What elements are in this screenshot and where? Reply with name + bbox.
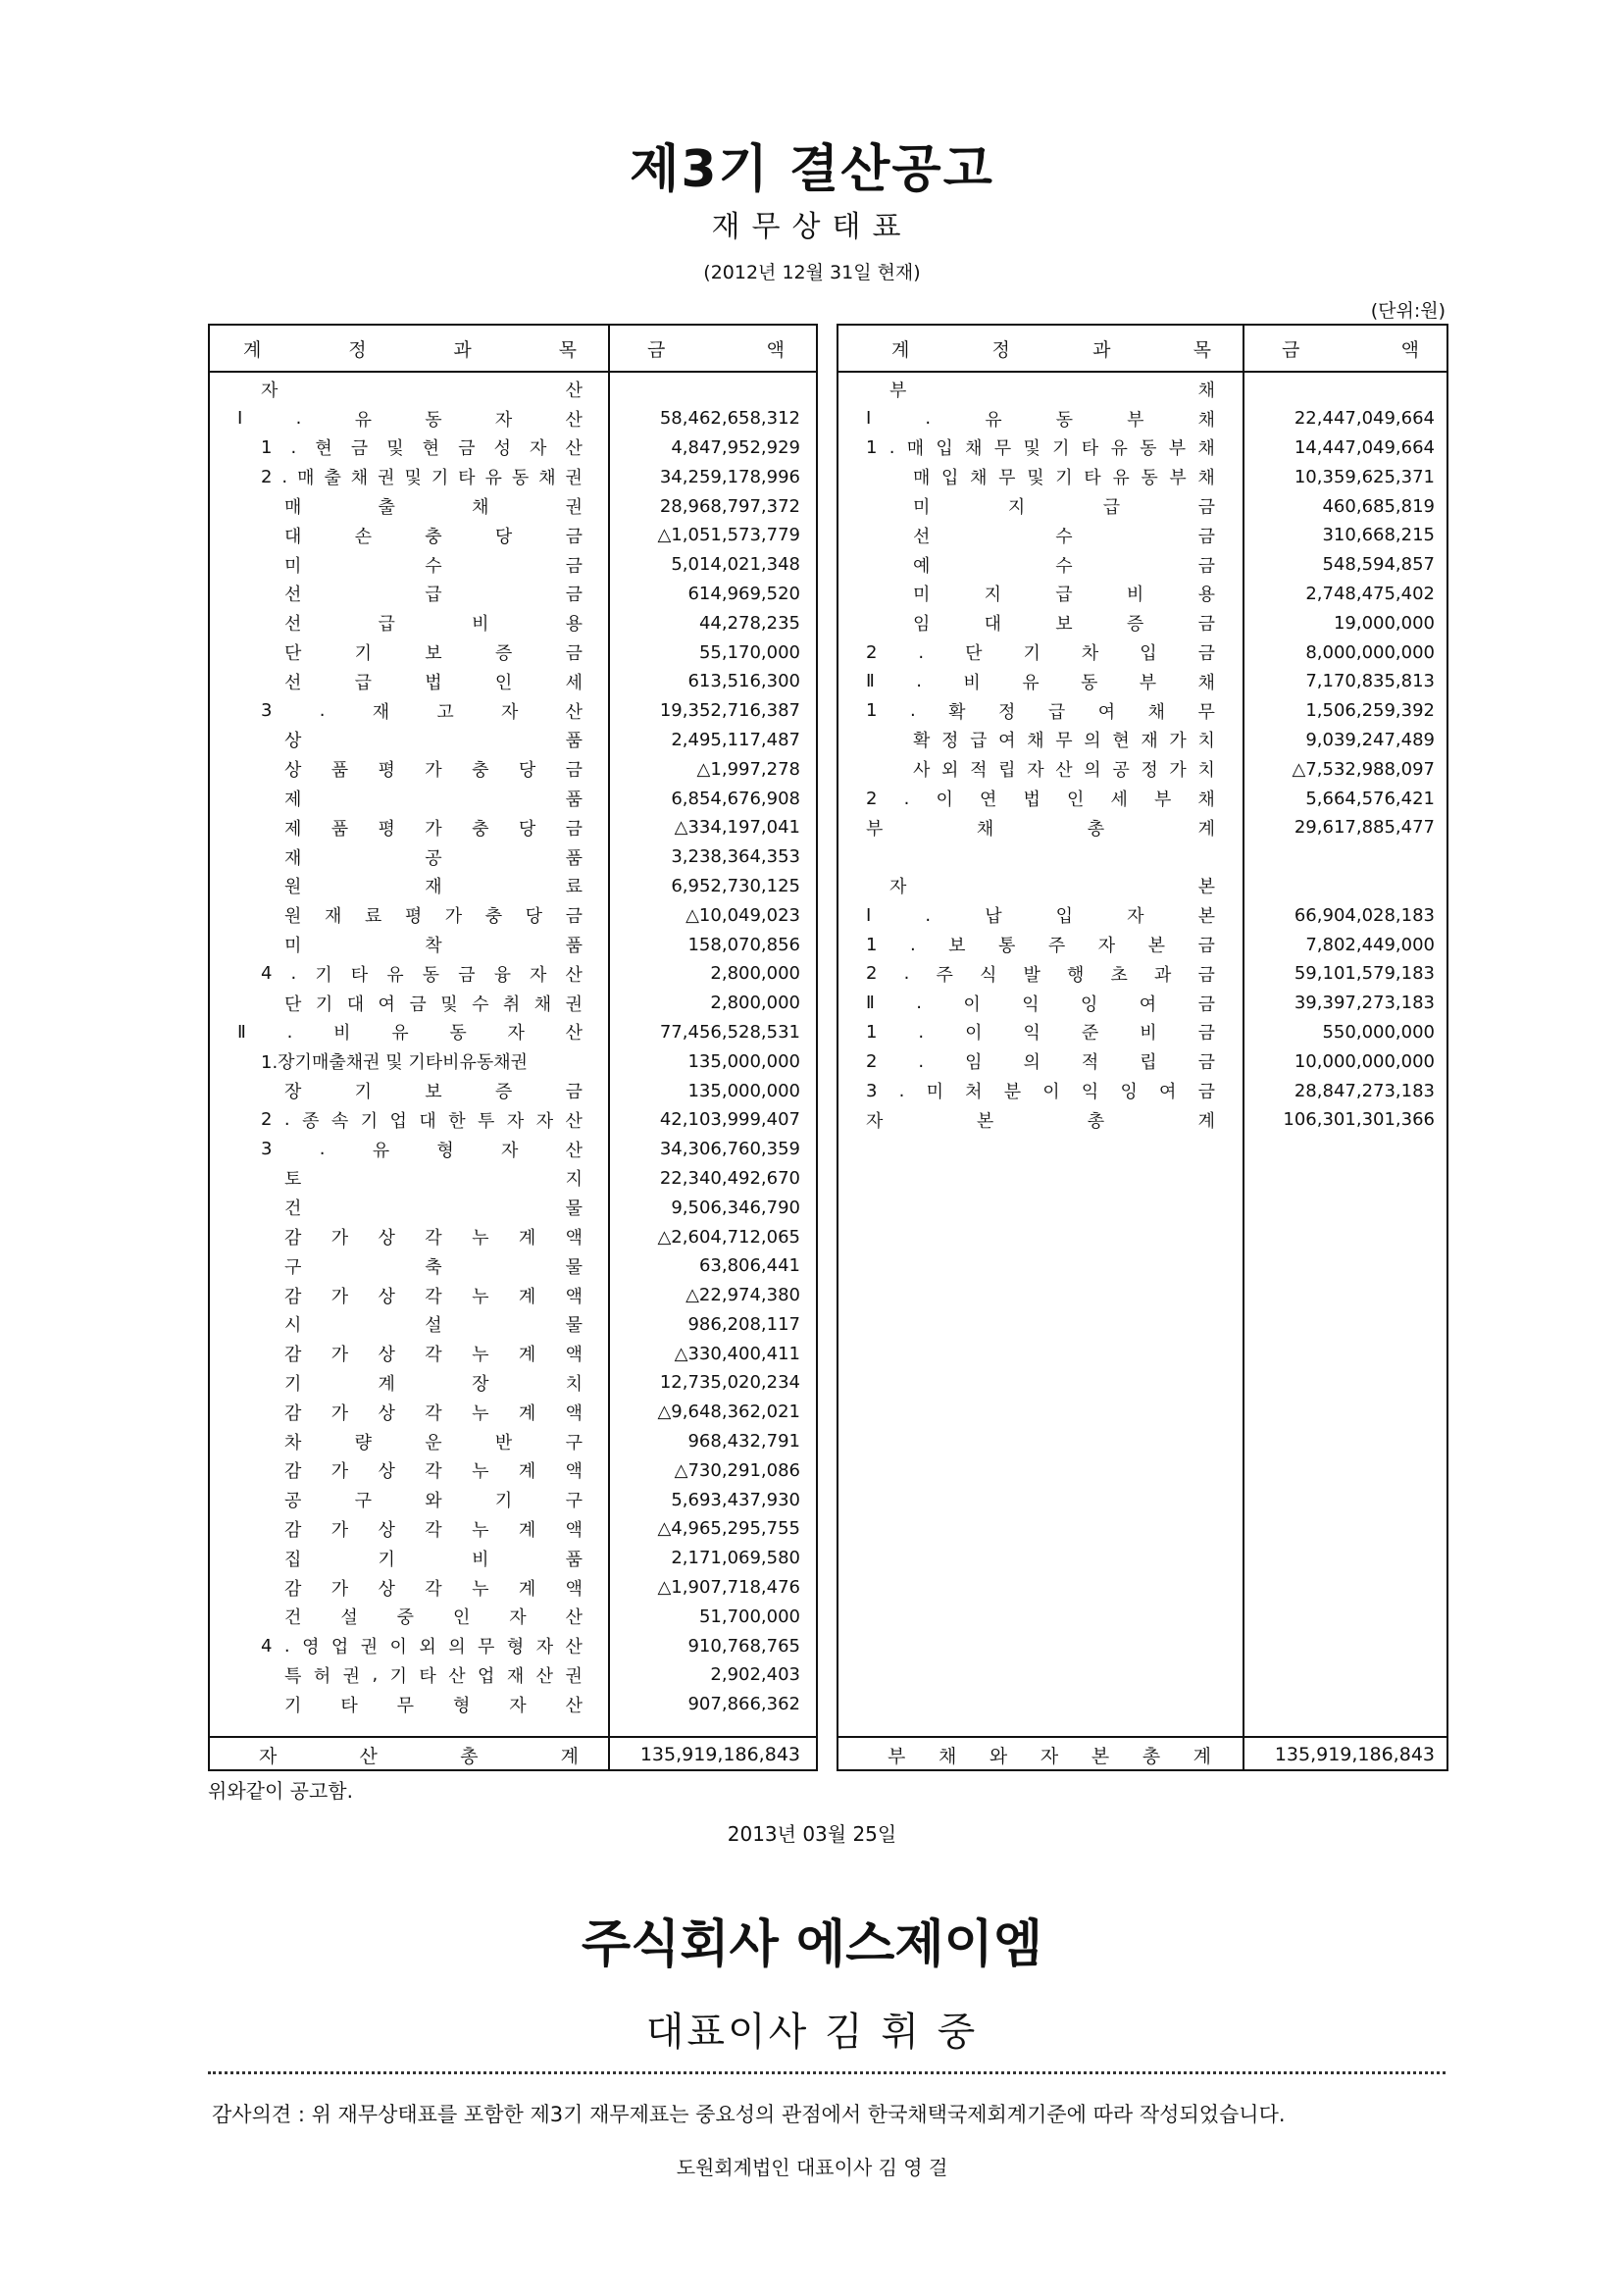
table-row bbox=[210, 1222, 816, 1251]
account-amount: 59,101,579,183 bbox=[1294, 963, 1435, 985]
account-amount: 44,278,235 bbox=[698, 612, 800, 634]
account-name: 선 급 법 인 세 bbox=[284, 672, 583, 693]
account-name: 1 . 확 정 급 여 채 무 bbox=[866, 700, 1215, 723]
account-name: 공 구 와 기 구 bbox=[284, 1491, 583, 1512]
table-row bbox=[210, 1514, 816, 1544]
account-amount: 158,070,856 bbox=[687, 934, 800, 955]
account-name: 매 출 채 권 bbox=[284, 497, 583, 519]
account-amount: 550,000,000 bbox=[1322, 1021, 1435, 1043]
account-name: 감 가 상 각 누 계 액 bbox=[284, 1345, 583, 1366]
table-row bbox=[838, 404, 1446, 433]
account-name: 원 재 료 평 가 충 당 금 bbox=[284, 906, 583, 928]
total-label: 자 산 총 계 bbox=[259, 1745, 579, 1767]
table-row bbox=[210, 784, 816, 813]
account-name: 단 기 대 여 금 및 수 취 채 권 bbox=[284, 994, 583, 1015]
account-amount: △9,648,362,021 bbox=[657, 1402, 800, 1423]
account-amount: 8,000,000,000 bbox=[1305, 641, 1435, 663]
account-name: 4 . 기 타 유 동 금 융 자 산 bbox=[261, 963, 583, 986]
account-name: Ⅱ . 비 유 동 자 산 bbox=[237, 1021, 583, 1045]
account-name: 3 . 미 처 분 이 익 잉 여 금 bbox=[866, 1080, 1215, 1103]
table-row bbox=[838, 1046, 1446, 1076]
liabilities-equity-rows bbox=[838, 375, 1446, 1135]
table-row bbox=[210, 433, 816, 463]
account-amount: 135,000,000 bbox=[687, 1050, 800, 1072]
table-row bbox=[838, 491, 1446, 521]
account-name: 시 설 물 bbox=[284, 1315, 583, 1337]
account-amount: 986,208,117 bbox=[687, 1313, 800, 1335]
account-name: 2 . 종 속 기 업 대 한 투 자 자 산 bbox=[261, 1109, 583, 1132]
account-name: 선 급 비 용 bbox=[284, 614, 583, 636]
account-amount: 28,847,273,183 bbox=[1294, 1080, 1435, 1101]
account-name: 1 . 보 통 주 자 본 금 bbox=[866, 934, 1215, 957]
account-amount: 1,506,259,392 bbox=[1305, 700, 1435, 722]
notice-date: 2013년 03월 25일 bbox=[727, 1822, 897, 1846]
audit-opinion: 감사의견 : 위 재무상태표를 포함한 제3기 재무제표는 중요성의 관점에서 한국채택국제회계기준에 따라 작성되었습니다. bbox=[212, 2103, 1286, 2126]
liabilities-equity-table bbox=[837, 324, 1448, 1771]
table-row bbox=[210, 1135, 816, 1164]
amount-header: 금 액 bbox=[647, 338, 785, 361]
account-amount: 5,664,576,421 bbox=[1305, 788, 1435, 809]
account-name: 2 . 이 연 법 인 세 부 채 bbox=[866, 788, 1215, 811]
table-row bbox=[838, 1018, 1446, 1047]
account-amount: 968,432,791 bbox=[687, 1431, 800, 1453]
table-row bbox=[838, 784, 1446, 813]
account-name: 차 량 운 반 구 bbox=[284, 1432, 583, 1453]
account-amount bbox=[608, 375, 800, 404]
account-amount: 2,902,403 bbox=[710, 1664, 800, 1686]
account-amount: 2,800,000 bbox=[710, 963, 800, 985]
account-amount: 135,000,000 bbox=[687, 1080, 800, 1101]
account-amount: 5,693,437,930 bbox=[671, 1489, 800, 1510]
table-row bbox=[210, 375, 816, 404]
account-name: 감 가 상 각 누 계 액 bbox=[284, 1519, 583, 1541]
table-row bbox=[838, 462, 1446, 491]
account-amount: 29,617,885,477 bbox=[1294, 817, 1435, 839]
account-amount: △730,291,086 bbox=[674, 1459, 800, 1481]
table-row bbox=[838, 696, 1446, 726]
account-name bbox=[866, 842, 1215, 872]
page-title: 제3기 결산공고 bbox=[630, 140, 994, 199]
table-row bbox=[210, 404, 816, 433]
account-name: 재 공 품 bbox=[284, 847, 583, 869]
table-row bbox=[838, 842, 1446, 872]
account-name: 구 축 물 bbox=[284, 1256, 583, 1278]
table-row bbox=[210, 842, 816, 872]
table-row bbox=[838, 813, 1446, 842]
unit-label: (단위:원) bbox=[1370, 300, 1446, 322]
table-row bbox=[210, 521, 816, 550]
assets-rows bbox=[210, 375, 816, 1719]
account-name: 기 계 장 치 bbox=[284, 1373, 583, 1395]
table-row bbox=[210, 667, 816, 696]
table-row bbox=[210, 726, 816, 755]
total-label: 부 채 와 자 본 총 계 bbox=[888, 1745, 1211, 1767]
table-row bbox=[210, 1105, 816, 1135]
account-name: 대 손 충 당 금 bbox=[284, 526, 583, 547]
account-amount: 2,748,475,402 bbox=[1305, 583, 1435, 604]
notice-text: 위와같이 공고함. bbox=[208, 1779, 353, 1803]
account-amount: 22,447,049,664 bbox=[1294, 408, 1435, 430]
table-row bbox=[210, 1251, 816, 1281]
account-amount: 9,506,346,790 bbox=[671, 1197, 800, 1218]
account-name: 임 대 보 증 금 bbox=[913, 614, 1215, 636]
table-row bbox=[838, 433, 1446, 463]
table-row bbox=[210, 754, 816, 784]
account-amount: 2,171,069,580 bbox=[671, 1548, 800, 1569]
table-row bbox=[210, 1573, 816, 1603]
table-row bbox=[210, 900, 816, 930]
account-amount bbox=[1243, 842, 1435, 872]
table-row bbox=[210, 1310, 816, 1340]
statement-subtitle: 재무상태표 bbox=[711, 210, 913, 244]
account-name: 1.장기매출채권 및 기타비유동채권 bbox=[261, 1052, 529, 1074]
table-row bbox=[210, 930, 816, 959]
account-amount: △2,604,712,065 bbox=[657, 1226, 800, 1248]
table-row bbox=[210, 1368, 816, 1398]
table-row bbox=[210, 1164, 816, 1194]
account-header: 계 정 과 목 bbox=[243, 338, 577, 361]
account-name: 2 . 매 출 채 권 및 기 타 유 동 채 권 bbox=[261, 466, 583, 489]
account-name: 특 허 권 , 기 타 산 업 재 산 권 bbox=[284, 1664, 583, 1687]
table-row bbox=[210, 989, 816, 1018]
account-amount: △10,049,023 bbox=[685, 904, 800, 926]
table-row bbox=[210, 696, 816, 726]
account-amount: △330,400,411 bbox=[674, 1343, 800, 1364]
amount-header: 금 액 bbox=[1282, 338, 1419, 361]
account-amount: 51,700,000 bbox=[698, 1606, 800, 1627]
account-amount: 63,806,441 bbox=[698, 1255, 800, 1277]
account-name: 확 정 급 여 채 무 의 현 재 가 치 bbox=[913, 731, 1215, 752]
table-row bbox=[210, 1544, 816, 1573]
account-name: 기 타 무 형 자 산 bbox=[284, 1695, 583, 1716]
table-row bbox=[838, 959, 1446, 989]
account-name: 미 착 품 bbox=[284, 936, 583, 957]
table-row bbox=[210, 1660, 816, 1690]
table-row bbox=[210, 1690, 816, 1719]
table-row bbox=[210, 637, 816, 667]
account-amount: 4,847,952,929 bbox=[671, 436, 800, 458]
account-amount: 19,352,716,387 bbox=[659, 700, 800, 722]
account-name: 2 . 주 식 발 행 초 과 금 bbox=[866, 963, 1215, 986]
account-amount: 12,735,020,234 bbox=[659, 1372, 800, 1394]
account-name: 2 . 임 의 적 립 금 bbox=[866, 1050, 1215, 1074]
table-row bbox=[210, 1076, 816, 1105]
account-amount: 34,306,760,359 bbox=[659, 1139, 800, 1160]
account-amount: 10,359,625,371 bbox=[1294, 466, 1435, 487]
account-amount: 28,968,797,372 bbox=[659, 495, 800, 517]
account-name: 3 . 유 형 자 산 bbox=[261, 1139, 583, 1161]
account-amount: 7,170,835,813 bbox=[1305, 671, 1435, 692]
table-row bbox=[838, 521, 1446, 550]
table-row bbox=[838, 608, 1446, 637]
table-row bbox=[210, 1046, 816, 1076]
account-name: Ⅱ . 이 익 잉 여 금 bbox=[866, 993, 1215, 1015]
table-row bbox=[838, 989, 1446, 1018]
account-name: 상 품 bbox=[284, 731, 583, 752]
account-amount: 19,000,000 bbox=[1333, 612, 1435, 634]
account-name: 집 기 비 품 bbox=[284, 1549, 583, 1570]
account-name: 3 . 재 고 자 산 bbox=[261, 700, 583, 723]
account-name: 미 지 급 금 bbox=[913, 497, 1215, 519]
account-header: 계 정 과 목 bbox=[891, 338, 1211, 361]
table-row bbox=[838, 930, 1446, 959]
table-row bbox=[838, 726, 1446, 755]
company-name: 주식회사 에스제이엠 bbox=[581, 1915, 1043, 1974]
table-row bbox=[210, 608, 816, 637]
table-row bbox=[838, 375, 1446, 404]
header-divider bbox=[210, 371, 816, 373]
total-amount: 135,919,186,843 bbox=[639, 1744, 800, 1765]
account-name: 1 . 매 입 채 무 및 기 타 유 동 부 채 bbox=[866, 436, 1215, 460]
table-row bbox=[210, 959, 816, 989]
table-row bbox=[210, 1455, 816, 1485]
account-amount: 106,301,301,366 bbox=[1283, 1109, 1435, 1131]
account-name: 1 . 이 익 준 비 금 bbox=[866, 1021, 1215, 1045]
account-amount: 613,516,300 bbox=[687, 671, 800, 692]
account-name: 자 본 bbox=[889, 877, 1215, 898]
account-name: Ⅰ . 유 동 자 산 bbox=[237, 408, 583, 431]
account-amount: △334,197,041 bbox=[674, 817, 800, 839]
account-name: 상 품 평 가 충 당 금 bbox=[284, 760, 583, 782]
assets-table bbox=[208, 324, 818, 1771]
table-row bbox=[210, 1193, 816, 1222]
account-amount: 907,866,362 bbox=[687, 1694, 800, 1715]
account-amount: 66,904,028,183 bbox=[1294, 904, 1435, 926]
account-name: 예 수 금 bbox=[913, 555, 1215, 577]
account-name: Ⅰ . 유 동 부 채 bbox=[866, 408, 1215, 431]
account-name: 건 물 bbox=[284, 1198, 583, 1220]
table-row bbox=[838, 637, 1446, 667]
table-row bbox=[838, 1105, 1446, 1135]
table-row bbox=[838, 754, 1446, 784]
account-name: 자 산 bbox=[261, 380, 583, 401]
account-amount: 77,456,528,531 bbox=[659, 1021, 800, 1043]
table-row bbox=[838, 667, 1446, 696]
account-name: 토 지 bbox=[284, 1169, 583, 1191]
ceo-name: 대표이사 김 휘 중 bbox=[645, 2010, 979, 2055]
account-amount: 14,447,049,664 bbox=[1294, 436, 1435, 458]
auditor-name: 도원회계법인 대표이사 김 영 걸 bbox=[676, 2156, 948, 2179]
table-row bbox=[838, 872, 1446, 901]
account-name: 선 수 금 bbox=[913, 526, 1215, 547]
account-amount bbox=[1243, 375, 1435, 404]
account-amount: 42,103,999,407 bbox=[659, 1109, 800, 1131]
table-row bbox=[210, 1427, 816, 1456]
account-name: 부 채 총 계 bbox=[866, 818, 1215, 840]
account-name: 제 품 bbox=[284, 790, 583, 811]
account-amount: 6,854,676,908 bbox=[671, 788, 800, 809]
account-amount: 34,259,178,996 bbox=[659, 466, 800, 487]
table-row bbox=[210, 550, 816, 580]
account-name: 감 가 상 각 누 계 액 bbox=[284, 1578, 583, 1600]
account-amount: 5,014,021,348 bbox=[671, 554, 800, 576]
account-amount: △22,974,380 bbox=[685, 1285, 800, 1306]
account-amount: 7,802,449,000 bbox=[1305, 934, 1435, 955]
account-name: 단 기 보 증 금 bbox=[284, 643, 583, 665]
table-row bbox=[210, 491, 816, 521]
account-amount: △1,997,278 bbox=[696, 758, 800, 780]
account-amount: 310,668,215 bbox=[1322, 525, 1435, 546]
account-amount: 3,238,364,353 bbox=[671, 846, 800, 868]
table-row bbox=[210, 462, 816, 491]
table-row bbox=[210, 1398, 816, 1427]
account-name: 미 수 금 bbox=[284, 555, 583, 577]
account-name: 미 지 급 비 용 bbox=[913, 585, 1215, 606]
dotted-divider bbox=[208, 2071, 1446, 2074]
account-amount: 9,039,247,489 bbox=[1305, 729, 1435, 750]
as-of-date: (2012년 12월 31일 현재) bbox=[703, 262, 921, 283]
liabilities-equity-total-row bbox=[838, 1738, 1446, 1771]
account-name: 2 . 단 기 차 입 금 bbox=[866, 641, 1215, 665]
table-row bbox=[210, 1018, 816, 1047]
account-amount: 58,462,658,312 bbox=[659, 408, 800, 430]
account-amount: 2,495,117,487 bbox=[671, 729, 800, 750]
account-amount: 460,685,819 bbox=[1322, 495, 1435, 517]
account-name: Ⅰ . 납 입 자 본 bbox=[866, 904, 1215, 928]
account-name: 건 설 중 인 자 산 bbox=[284, 1607, 583, 1629]
table-row bbox=[210, 1602, 816, 1631]
account-name: 부 채 bbox=[889, 380, 1215, 401]
account-name: 감 가 상 각 누 계 액 bbox=[284, 1286, 583, 1307]
account-amount: △7,532,988,097 bbox=[1292, 758, 1435, 780]
table-row bbox=[210, 1281, 816, 1310]
account-name: Ⅱ . 비 유 동 부 채 bbox=[866, 671, 1215, 693]
account-name: 감 가 상 각 누 계 액 bbox=[284, 1228, 583, 1249]
account-amount: △1,051,573,779 bbox=[657, 525, 800, 546]
account-amount: 55,170,000 bbox=[698, 641, 800, 663]
account-amount: 548,594,857 bbox=[1322, 554, 1435, 576]
account-amount: 22,340,492,670 bbox=[659, 1167, 800, 1189]
account-name: 사 외 적 립 자 산 의 공 정 가 치 bbox=[913, 760, 1215, 782]
table-row bbox=[210, 813, 816, 842]
account-amount: 6,952,730,125 bbox=[671, 875, 800, 896]
account-amount: 2,800,000 bbox=[710, 993, 800, 1014]
table-row bbox=[838, 1076, 1446, 1105]
table-row bbox=[210, 872, 816, 901]
total-amount: 135,919,186,843 bbox=[1274, 1744, 1435, 1765]
account-name: 자 본 총 계 bbox=[866, 1110, 1215, 1132]
table-row bbox=[210, 1631, 816, 1660]
account-name: 장 기 보 증 금 bbox=[284, 1082, 583, 1103]
account-amount: △1,907,718,476 bbox=[657, 1577, 800, 1599]
table-row bbox=[838, 580, 1446, 609]
account-amount bbox=[1243, 872, 1435, 901]
account-name: 선 급 금 bbox=[284, 585, 583, 606]
account-name: 감 가 상 각 누 계 액 bbox=[284, 1461, 583, 1483]
account-name: 매 입 채 무 및 기 타 유 동 부 채 bbox=[913, 468, 1215, 489]
account-name: 제 품 평 가 충 당 금 bbox=[284, 818, 583, 840]
assets-total-row bbox=[210, 1738, 816, 1771]
account-name: 1 . 현 금 및 현 금 성 자 산 bbox=[261, 436, 583, 460]
table-row bbox=[838, 550, 1446, 580]
table-row bbox=[210, 1485, 816, 1514]
table-row bbox=[210, 1339, 816, 1368]
header-divider bbox=[838, 371, 1446, 373]
account-name: 원 재 료 bbox=[284, 877, 583, 898]
table-row bbox=[210, 580, 816, 609]
table-row bbox=[838, 900, 1446, 930]
account-amount: 39,397,273,183 bbox=[1294, 993, 1435, 1014]
account-amount: △4,965,295,755 bbox=[657, 1518, 800, 1540]
account-amount: 614,969,520 bbox=[687, 583, 800, 604]
account-amount: 10,000,000,000 bbox=[1294, 1050, 1435, 1072]
account-name: 4 . 영 업 권 이 외 의 무 형 자 산 bbox=[261, 1635, 583, 1658]
account-name: 감 가 상 각 누 계 액 bbox=[284, 1402, 583, 1424]
account-amount: 910,768,765 bbox=[687, 1635, 800, 1657]
